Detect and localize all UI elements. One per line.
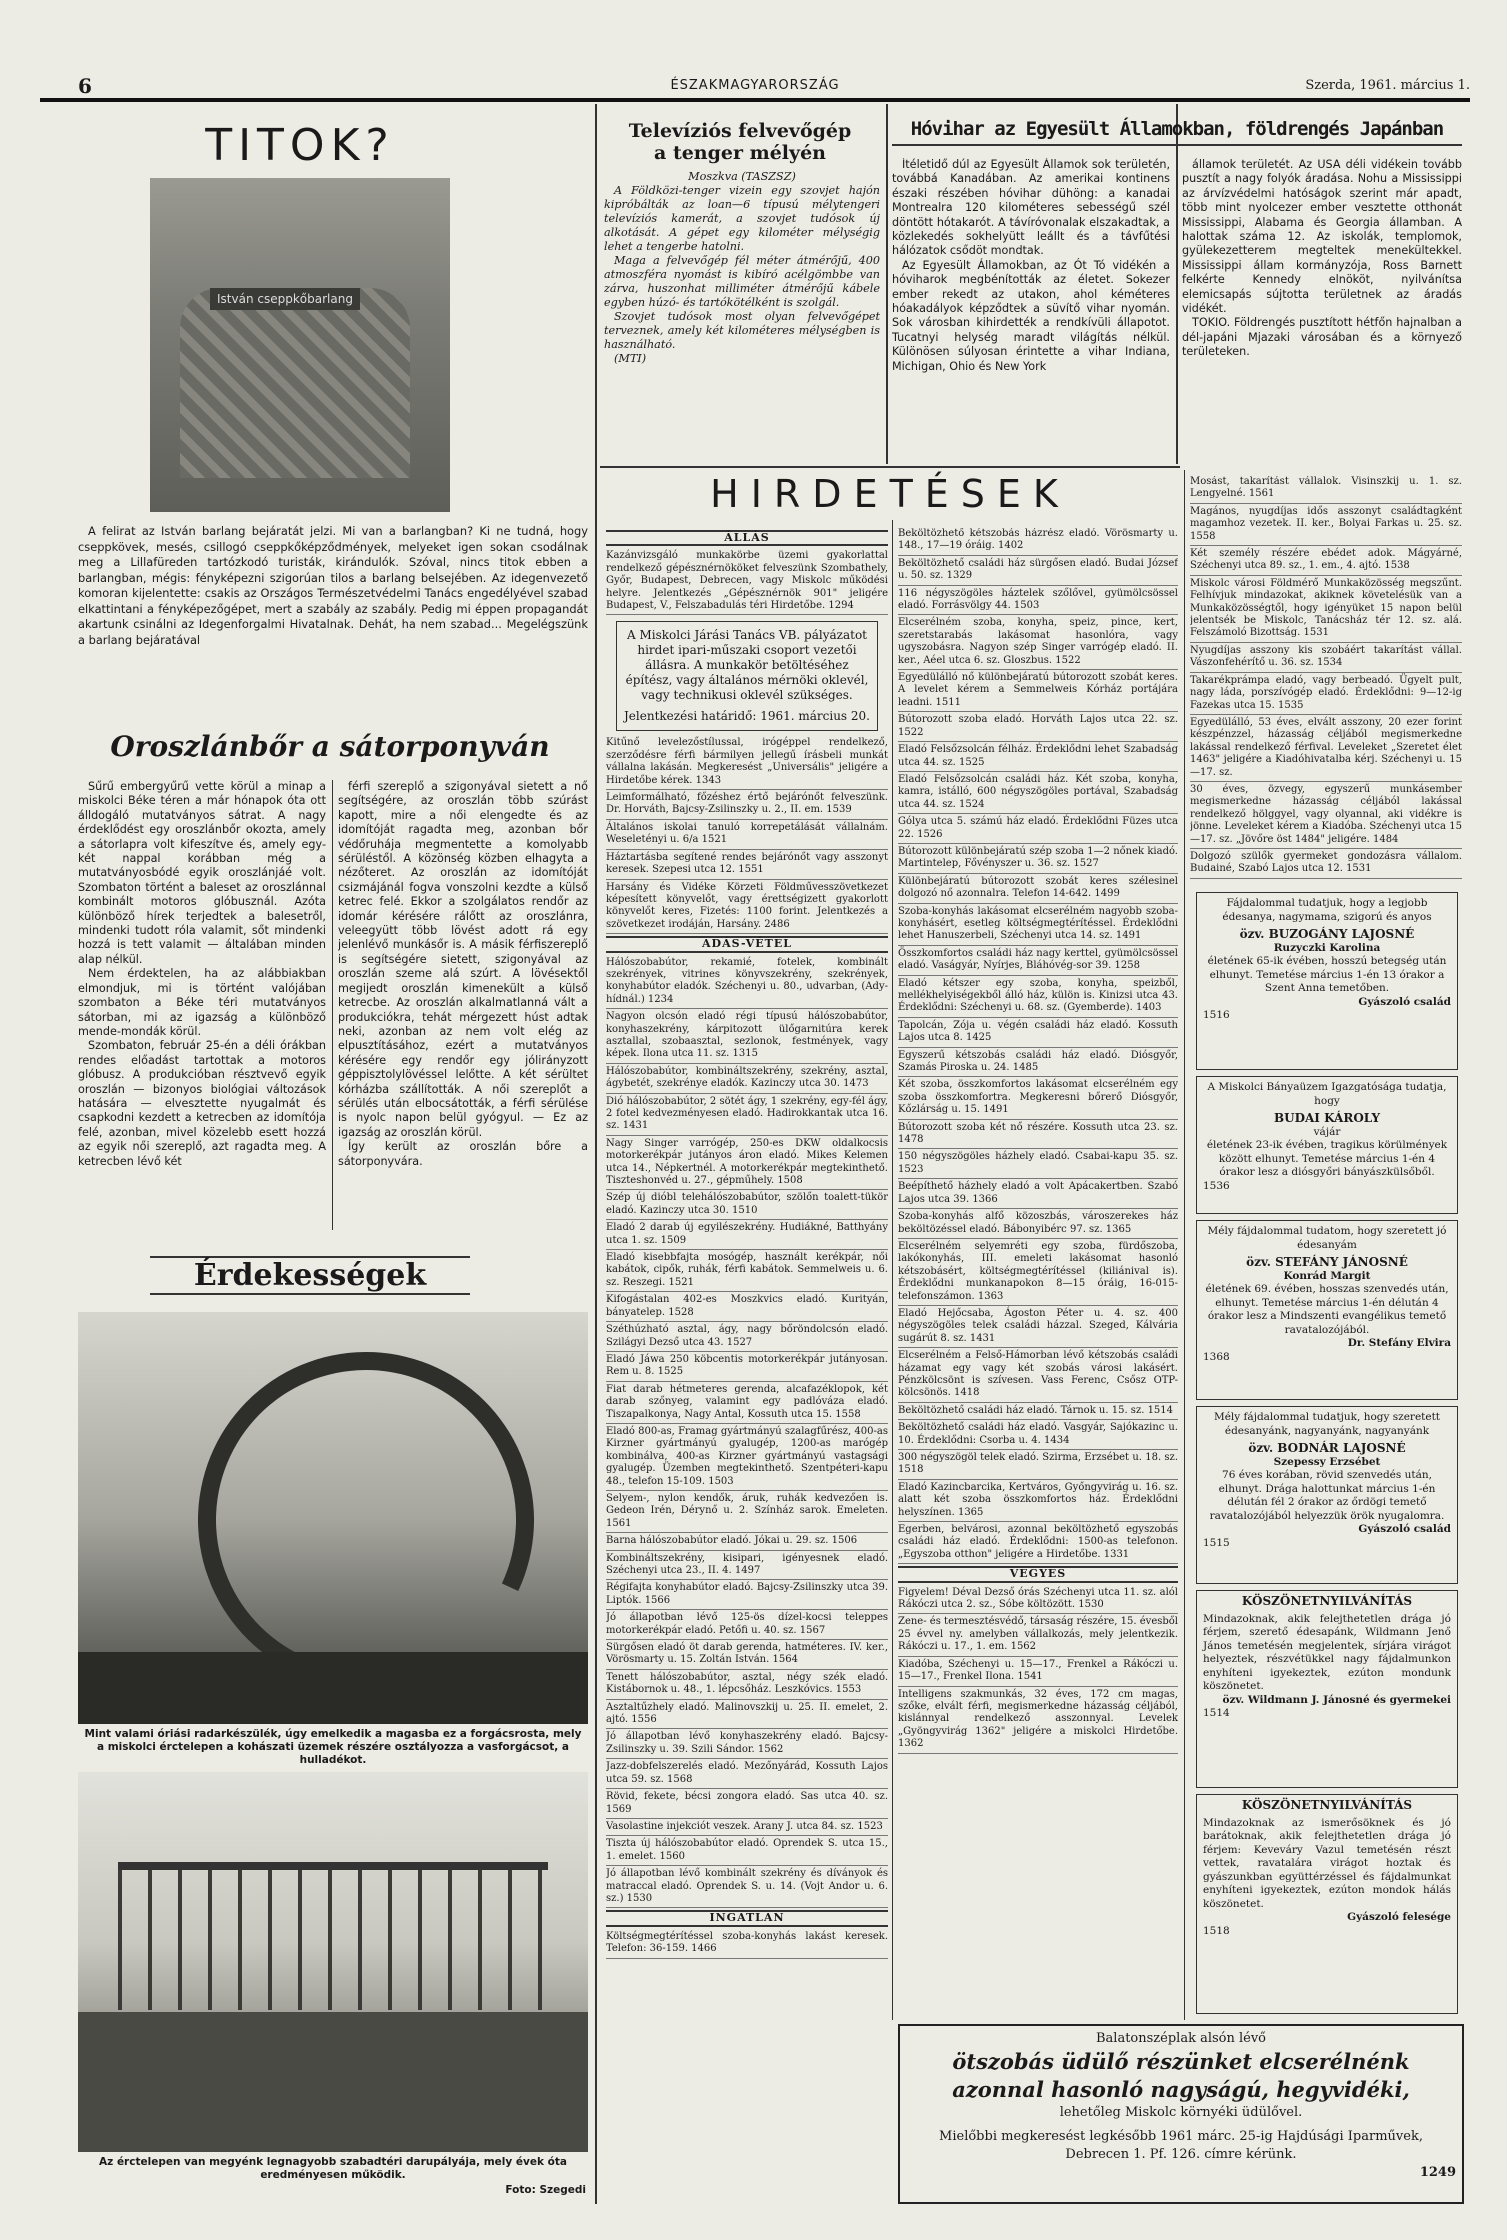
- gyasz-box-4: [1196, 1406, 1458, 1584]
- tv-title-line2: a tenger mélyén: [654, 142, 826, 164]
- ad-item: Háztartásba segítené rendes bejárónőt vagy asszonyt keresek. Szepesi utca 12. 1551: [606, 852, 888, 880]
- koszonet-sign: özv. Wildmann J. Jánosné és gyermekei: [1222, 1693, 1451, 1706]
- hirdetesek-title: HIRDETÉSEK: [710, 472, 1070, 516]
- ingatlan-list: [898, 528, 1178, 1564]
- ad-item: Gólya utca 5. számú ház eladó. Érdeklődni Füzes utca 22. 1526: [898, 816, 1178, 844]
- column-rule: [886, 104, 888, 464]
- gyasz-text: életének 69. évében, hosszas szenvedés után, elhunyt. Temetése március 1-én délután 4 órakor lesz a Mindszenti evangélikus temető ravatalozójából.: [1205, 1283, 1449, 1336]
- ad-item: Beköltözhető családi ház eladó. Tárnok u. 15. sz. 1514: [898, 1405, 1178, 1420]
- deceased-name: özv. BUZOGÁNY LAJOSNÉ: [1239, 927, 1415, 941]
- page-header: [40, 74, 1470, 102]
- ad-item: Beköltözhető családi ház sürgősen eladó. Budai József u. 50. sz. 1329: [898, 558, 1178, 586]
- titok-body: [78, 524, 588, 684]
- ad-item: Jó állapotban lévő kombinált szekrény és díványok és matraccal eladó. Oprendek S. u. 14. (Vojt Andor u. 6. sz.) 1530: [606, 1868, 888, 1908]
- koszonet-box-1: [1196, 1590, 1458, 1788]
- ad-id: 1515: [1203, 1536, 1230, 1549]
- koszonet-sign: Gyászoló felesége: [1347, 1911, 1451, 1923]
- ad-item: Két személy részére ebédet adok. Mágyárné, Széchenyi utca 89. sz., 1. em., 4. ajtó. 1538: [1190, 548, 1462, 576]
- gyasz-box-2: [1196, 1076, 1458, 1214]
- tv-body: [604, 170, 880, 460]
- ad-item: Eladó 2 darab új egyilészekrény. Hudiákné, Batthyány utca 1. sz. 1509: [606, 1222, 888, 1250]
- ad-item: Elcserélném szoba, konyha, speiz, pince, kert, szeretstarabás lakásomat hasonlóra, vagy ugyszobásra. Nagyon szép Singer varrógép eladó. II. ker., Aéel utca 6. sz. Gloszbus. 1522: [898, 617, 1178, 670]
- gyasz-text: életének 23-ik évében, tragikus körülmények között elhunyt. Temetése március 1-én 4 órakor lesz a diósgyőri bányászkülsőből.: [1206, 1139, 1448, 1178]
- balaton-headline: ötszobás üdülő részünket elcserélnénk: [952, 2049, 1410, 2074]
- ad-item: Beköltözhető kétszobás házrész eladó. Vörösmarty u. 148., 17—19 óráig. 1402: [898, 528, 1178, 556]
- ad-item: Egyedülálló nő különbejáratú bútorozott szobát keres. A levelet kérem a Semmelweis Kórház portájára leadni. 1511: [898, 672, 1178, 712]
- issue-date: Szerda, 1961. március 1.: [1305, 78, 1470, 93]
- ad-item: Sürgősen eladó öt darab gerenda, hatméteres. IV. ker., Vörösmarty u. 15. Zoltán István. 1564: [606, 1642, 888, 1670]
- oroszlan-col1: [78, 780, 326, 1240]
- vihar-par: Ítéletidő dúl az Egyesült Államok sok területén, továbbá Kanadában. Az amerikai kontinens északi részében hóvihar dühöng: a kanadai Montrealra 120 kilométeres sebességű szél döntött hótakarót. A távíróvonalak elszakadtak, a közlekedés sokhelyütt leállt és a távfűtési hálózatok csődöt mondtak.: [892, 158, 1170, 258]
- ad-item: 150 négyszögöles házhely eladó. Csabai-kapu 35. sz. 1523: [898, 1151, 1178, 1179]
- photo-caption-2: Az érctelepen van megyénk legnagyobb szabadtéri darupályája, mely évek óta eredményesen működik.: [99, 2156, 567, 2181]
- ad-item: Leimformálható, főzéshez értő bejárónőt felveszünk. Dr. Horváth, Bajcsy-Zsilinszky u. 2., II. em. 1539: [606, 792, 888, 820]
- ad-item: Takarékprámpa eladó, vagy berbeadó. Ügyelt pult, nagy láda, porszívógép eladó. Érdeklődni: 9—12-ig Fazekas utca 15. 1535: [1190, 675, 1462, 715]
- deceased-name: BUDAI KÁROLY: [1273, 1111, 1381, 1125]
- ad-item: Kombináltszekrény, kisipari, igényesnek eladó. Széchenyi utca 23., II. 4. 1497: [606, 1553, 888, 1581]
- deceased-maiden-name: Ruzyczki Karolina: [1273, 941, 1381, 954]
- deceased-name: özv. STEFÁNY JÁNOSNÉ: [1246, 1255, 1408, 1269]
- ad-id: 1536: [1203, 1179, 1230, 1192]
- ad-item: Dolgozó szülők gyermeket gondozásra vállalom. Budainé, Szabó Lajos utca 12. 1531: [1190, 851, 1462, 879]
- koszonet-text: Mindazoknak az ismerősöknek és jó barátoknak, akik felejthetetlen drága jó férjem: Keveváry Vazul temetésén részt vettek, ravatalára virágot hoztak és gyászunkban együttérzéssel és fájdalmunkat enyhíteni igyekeztek, ezúton mondok hálás köszönetet.: [1203, 1816, 1451, 1910]
- column-rule: [332, 780, 333, 1230]
- section-adas-vetel: ADÁS-VÉTEL: [606, 936, 888, 952]
- ad-item: Eladó Jáwa 250 köbcentis motorkerékpár jutányosan. Rem u. 8. 1525: [606, 1354, 888, 1382]
- ad-item: Jó állapotban lévő 125-ös dízel-kocsi teleppes motorkerékpár eladó. Petőfi u. 40. sz. 1567: [606, 1612, 888, 1640]
- ad-item: Jó állapotban lévő konyhaszekrény eladó. Bajcsy-Zsilinszky u. 39. Szili Sándor. 1562: [606, 1731, 888, 1759]
- ad-id: 1368: [1203, 1350, 1230, 1363]
- section-allas: ÁLLÁS: [606, 530, 888, 546]
- ad-item: Intelligens szakmunkás, 32 éves, 172 cm magas, szőke, elvált férfi, megismerkedne házasság céljából, kislánnyal rendelkező asszonnyal. Levelek „Gyöngyvirág 1362" jeligére a miskolci Hirdetőbe. 1362: [898, 1689, 1178, 1754]
- ads-col3: [1190, 476, 1462, 886]
- tv-lead: A Földközi-tenger vizein egy szovjet hajón kipróbálták az loan—6 típusú mélytengeri televíziós kamerát, a szovjet tudósok új alkotását. A gépet egy kilométer mélységig lehet a tengerbe hatolni.: [604, 184, 880, 253]
- ad-item: Fiat darab hétmeteres gerenda, alcafazéklopok, két darab szőnyeg, valamint egy padlóváza eladó. Tiszapalkonya, Nagy Antal, Kossuth utca 15. 1558: [606, 1384, 888, 1424]
- ad-id: 1516: [1203, 1009, 1230, 1021]
- column-rule: [892, 520, 893, 2020]
- gyasz-sign: Dr. Stefány Elvira: [1347, 1337, 1451, 1349]
- ad-item: Különbejáratú bútorozott szobát keres szélesinel dolgozó nő azonnalra. Telefon 14-642. 1499: [898, 876, 1178, 904]
- oroszlan-par: Sűrű embergyűrű vette körül a minap a miskolci Béke téren a már hónapok óta ott álldogáló mutatványos sátrat. A nagy érdeklődést egy oroszlánbőr okozta, amely a sátorlapra volt kifeszítve és, amely egy-két nappal korábban még a mutatványosbódé egyik oroszlánjáé volt. Szombaton történt a baleset az oroszlánnal kombinált motoros glóbusznál. Azóta különböző hírek terjedtek a balesetről, mindenki tudott róla valamit, sőt mindenki hozzá is tett valamit — általában minden alap nélkül.: [78, 780, 326, 966]
- tv-par: Szovjet tudósok most olyan felvevőgépet terveznek, amely két kilométeres mélységben is használható.: [604, 310, 880, 351]
- koszonet-title: KÖSZÖNETNYILVÁNÍTÁS: [1241, 1798, 1413, 1812]
- ad-item: Asztaltűzhely eladó. Malinovszkij u. 25. II. emelet, 2. ajtó. 1556: [606, 1702, 888, 1730]
- balaton-headline: azonnal hasonló nagyságú, hegyvidéki,: [952, 2077, 1410, 2102]
- vegyes-list: [898, 1587, 1178, 1754]
- ad-item: Rövid, fekete, bécsi zongora eladó. Sas utca 40. sz. 1569: [606, 1791, 888, 1819]
- koszonet-box-2: [1196, 1794, 1458, 2014]
- ad-item: Hálószobabútor, kombináltszekrény, szekrény, asztal, ágybetét, szekrénye eladók. Kazinczy utca 30. 1473: [606, 1066, 888, 1094]
- balaton-line: Mielőbbi megkeresést legkésőbb 1961 márc. 25-ig Hajdúsági Iparművek, Debrecen 1. Pf. 126. címre kérünk.: [939, 2129, 1423, 2162]
- gyasz-text: Fájdalommal tudatjuk, hogy a legjobb édesanya, nagymama, szigorú és anyos: [1222, 897, 1432, 923]
- ground: [78, 1652, 588, 1724]
- ad-item: Eladó Felsőzsolcán félház. Érdeklődni lehet Szabadság utca 44. sz. 1525: [898, 744, 1178, 772]
- vihar-col1: [892, 158, 1170, 458]
- oroszlan-title: Oroszlánbőr a sátorponyván: [110, 730, 550, 763]
- newspaper-name: ÉSZAKMAGYARORSZÁG: [670, 78, 840, 93]
- ads-col1: [606, 528, 888, 2208]
- ad-item: Szoba-konyhás lakásomat elcserélném nagyobb szoba-konyhásért, esetleg költségmegtérítéssel. Érdeklődni lehet Hanuszerbeli, Széchenyi utca 14. sz. 1491: [898, 906, 1178, 946]
- ad-item: Régifajta konyhabútor eladó. Bajcsy-Zsilinszky utca 39. Liptók. 1566: [606, 1582, 888, 1610]
- column-rule: [595, 104, 597, 2204]
- ad-item: Nyugdíjas asszony kis szobáért takarítást vállal. Vászonfehérítő u. 36. sz. 1534: [1190, 645, 1462, 673]
- ad-item: 300 négyszögöl telek eladó. Szirma, Erzsébet u. 18. sz. 1518: [898, 1452, 1178, 1480]
- ad-item: Beköltözhető családi ház eladó. Vasgyár, Sajókazinc u. 10. Érdeklődni: Csorba u. 4. 1434: [898, 1422, 1178, 1450]
- ground: [78, 2012, 588, 2152]
- forgacsrosta-photo: [78, 1312, 588, 1724]
- ad-item: Elcserélném a Felső-Hámorban lévő kétszobás családi házamat egy vagy két szobás városi lakásért. Pénzkölcsönt is szívesen. Vass Ferenc, Csősz OTP-kölcsönös. 1418: [898, 1350, 1178, 1403]
- stone-wall: [180, 288, 410, 478]
- photo-caption-1: Mint valami óriási radarkészülék, úgy emelkedik a magasba ez a forgácsrosta, mely a miskolci érctelepen a kohászati üzemek részére osztályozza a vasforgácsot, a hulladékot.: [84, 1728, 582, 1766]
- ad-item: Nagy Singer varrógép, 250-es DKW oldalkocsis motorkerékpár jutányos áron eladó. Mikes Kelemen utca 14., Népkertnél. A motorkerékpár megtekinthető. Tiszteshonvéd u. 27., gépműhely. 1508: [606, 1138, 888, 1191]
- ad-id: 1514: [1203, 1707, 1230, 1719]
- page-number: 6: [78, 74, 92, 98]
- ad-item: Kiadóba, Széchenyi u. 15—17., Frenkel a Rákóczi u. 15—17., Frenkel Ilona. 1541: [898, 1659, 1178, 1687]
- gyasz-text: életének 65-ik évében, hosszú betegség után elhunyt. Temetése március 1-én 13 órakor a Szent Anna temetőben.: [1207, 955, 1447, 994]
- ads-top-rule: [600, 466, 1180, 468]
- ad-item: Egerben, belvárosi, azonnal beköltözhető egyszobás családi ház eladó. Érdeklődni: 1500-as telefonon. „Egyszoba otthon" jeligére a Hirdetőbe. 1331: [898, 1524, 1178, 1564]
- photo-credit: Foto: Szegedi: [505, 2184, 586, 2196]
- ad-item: Vasolastine injekciót veszek. Arany J. utca 84. sz. 1523: [606, 1821, 888, 1836]
- ad-item: Kazánvizsgáló munkakörbe üzemi gyakorlattal rendelkező gépésznérnököket felveszünk Szombathely, Győr, Budapest, Debrecen, vagy Miskolc működési helyre. Jelentkezés „Gépésznérnök 901" jeligére Budapest, V., Felszabadulás téri Hirdetőbe. 1294: [606, 550, 888, 615]
- ad-item: 116 négyszögöles háztelek szőlővel, gyümölcsössel eladó. Forrásvölgy 44. 1503: [898, 588, 1178, 616]
- ad-item: Széthúzható asztal, ágy, nagy bőröndolcsón eladó. Szilágyi Dezső utca 43. 1527: [606, 1324, 888, 1352]
- gyasz-text: A Miskolci Bányaüzem Igazgatósága tudatja, hogy: [1207, 1081, 1447, 1107]
- ad-id: 1249: [1419, 2165, 1456, 2180]
- ad-item: Két szoba, összkomfortos lakásomat elcserélném egy szoba összkomfortra. Megkeresni bőrerő Diósgyőr, Kőzlárság u. 15. 1491: [898, 1079, 1178, 1119]
- ad-item: Jazz-dobfelszerelés eladó. Mezőnyárád, Kossuth Lajos utca 59. sz. 1568: [606, 1761, 888, 1789]
- ad-item: Egyszerű kétszobás családi ház eladó. Diósgyőr, Szamás Piroska u. 24. 1485: [898, 1050, 1178, 1078]
- ad-item: Tiszta új hálószobabútor eladó. Oprendek S. utca 15., 1. emelet. 1560: [606, 1838, 888, 1866]
- balaton-ad: [898, 2024, 1464, 2204]
- balaton-line: Balatonszéplak alsón lévő: [1095, 2031, 1267, 2046]
- ad-item: Bútorozott szoba két nő részére. Kossuth utca 23. sz. 1478: [898, 1122, 1178, 1150]
- ad-item: Barna hálószobabútor eladó. Jókai u. 29. sz. 1506: [606, 1535, 888, 1550]
- ad-item: Eladó Hejőcsaba, Ágoston Péter u. 4. sz. 400 négyszögöles telek családi házzal. Szeged, Kálvária sugárút 8. sz. 1431: [898, 1308, 1178, 1348]
- ad-item: Zene- és termesztésvédő, társaság részére, 15. évesből 25 évvel ny. amelyben vállalkozás, mely jelentkezik. Rákóczi u. 17., 1. em. 1562: [898, 1616, 1178, 1656]
- ad-item: Tapolcán, Zója u. végén családi ház eladó. Kossuth Lajos utca 8. 1425: [898, 1020, 1178, 1048]
- ad-item: Bútorozott szoba eladó. Horváth Lajos utca 22. sz. 1522: [898, 714, 1178, 742]
- tv-title-line1: Televíziós felvevőgép: [628, 120, 852, 142]
- deceased-role: vájár: [1313, 1125, 1341, 1138]
- ad-item: Dió hálószobabútor, 2 sötét ágy, 1 szekrény, egy-fél ágy, 2 fotel kedvezményesen eladó. Hadirokkantak utca 16. sz. 1431: [606, 1096, 888, 1136]
- ad-item: Eladó Kazincbarcika, Kertváros, Győngyvirág u. 16. sz. alatt két szoba összkomfortos ház. Érdeklődni helyszínen. 1365: [898, 1482, 1178, 1522]
- ad-item: Tenett hálószobabútor, asztal, négy szék eladó. Kistábornok u. 48., 1. lépcsőház. Leszkóvics. 1553: [606, 1672, 888, 1700]
- deceased-name: özv. BODNÁR LAJOSNÉ: [1248, 1441, 1406, 1455]
- balaton-line: lehetőleg Miskolc környéki üdülővel.: [1059, 2105, 1303, 2120]
- tanacs-text: A Miskolci Járási Tanács VB. pályázatot hirdet ipari-műszaki csoport vezetői állásra. A munkakör betöltéséhez építész, vagy általános mérnöki oklevél, vagy technikusi oklevél szükséges.: [625, 628, 869, 703]
- gyasz-box-3: [1196, 1220, 1458, 1400]
- tv-par: Maga a felvevőgép fél méter átmérőjű, 400 atmoszféra nyomást is kibíró acélgömbbe van zárva, huszonhat milliméter átmérőjű kábele egyben húzó- és tartókötélként is szolgál.: [604, 254, 880, 309]
- ad-item: Bútorozott különbejáratú szép szoba 1—2 nőnek kiadó. Martintelep, Fővényszer u. 36. sz. 1527: [898, 846, 1178, 874]
- gyasz-sign: Gyászoló család: [1358, 995, 1451, 1008]
- oroszlan-par: Nem érdektelen, ha az alábbiakban elmondjuk, mi is történt valójában szombaton a Béke téri mutatványos sátorban, mi az igazság a különböző mende-mondák körül.: [78, 967, 326, 1038]
- tanacs-deadline: Jelentkezési határidő: 1961. március 20.: [624, 709, 870, 724]
- darupalya-photo: [78, 1772, 588, 2152]
- ad-item: Beépíthető házhely eladó a volt Apácakertben. Szabó Lajos utca 39. 1366: [898, 1181, 1178, 1209]
- ad-item: Eladó kétszer egy szoba, konyha, speizből, mellékhelyiségekből álló ház, külön is. Kinizsi utca 43. Érdeklődni: Széchenyi u. 68. sz. (Gyemberde). 1403: [898, 978, 1178, 1018]
- section-vegyes: VEGYES: [898, 1566, 1178, 1582]
- ad-item: Harsány és Vidéke Körzeti Földművesszövetkezet képesített könyvelőt, vagy érettségizett gyakorlott könyvelőt keres, Fizetés: 1100 forint. Jelentkezés a szövetkezet irodáján, Harsány. 2486: [606, 882, 888, 935]
- gyasz-text: Mély fájdalommal tudatjuk, hogy szeretett édesanyánk, nagyanyánk, nagyanyánk: [1213, 1411, 1441, 1437]
- ad-item: Eladó kisebbfajta mosógép, használt kerékpár, női kabátok, cipők, ruhák, férfi kabátok. Semmelweis u. 6. sz. Reszegi. 1521: [606, 1252, 888, 1292]
- ad-item: Magános, nyugdíjas idős asszonyt családtagként magamhoz vezetek. II. ker., Bolyai Farkas u. 25. sz. 1558: [1190, 506, 1462, 546]
- ad-item: 30 éves, özvegy, egyszerű munkásember megismerkedne házasság céljából lakással rendelkező hölggyel, vagy olyannal, aki vidékre is jönne. Leveleket kérem a Kiadóba. Széchenyi utca 15—17. sz. „Jövőre öst 1484" jeligére. 1484: [1190, 784, 1462, 849]
- vihar-par: Az Egyesült Államokban, az Ót Tó vidékén a hóviharok megbénították az életet. Sokezer ember rekedt az utakon, ahol kéméteres hóakadályok képződtek a süvítő vihar nyomán. Sok városban kihirdették a rendkívüli állapotot. Tucatnyi helység maradt világítás nélkül. Különösen súlyosan érintette a vihar Indiana, Michigan, Ohio és New York: [892, 258, 1170, 373]
- ad-item: Eladó 800-as, Framag gyártmányú szalagfűrész, 400-as Kirzner gyártmányú gyalugép, 1200-as marógép kombinálva, 400-as Kirzner gyártmányú vastagsági gyalugép. Üzemben megtekinthető. Szentpéteri-kapu 48., telefon 15-109. 1503: [606, 1426, 888, 1491]
- oroszlan-par: Így került az oroszlán bőre a sátorponyvára.: [338, 1140, 588, 1168]
- titok-title: TITOK?: [205, 120, 395, 171]
- ad-id: 1518: [1203, 1924, 1230, 1937]
- koszonet-title: KÖSZÖNETNYILVÁNÍTÁS: [1241, 1594, 1413, 1608]
- ad-item: Egyedülálló, 53 éves, elvált asszony, 20 ezer forint készpénzzel, házasság céljából megismerkedne lakással rendelkező férfival. Leveleket „Szeretet élet 1463" jeligére a Kiadóhivatalba kérj. Széchenyi u. 15—17. sz.: [1190, 717, 1462, 782]
- cave-sign: István cseppkőbarlang: [210, 288, 360, 310]
- tv-source: (MTI): [614, 352, 647, 365]
- deceased-maiden-name: Konrád Margit: [1283, 1269, 1371, 1282]
- ad-item: Figyelem! Déval Dezső órás Széchenyi utca 11. sz. alól Rákóczi utca 2. sz., Sóbe költözött. 1530: [898, 1587, 1178, 1615]
- ad-item: Eladó Felsőzsolcán családi ház. Két szoba, konyha, kamra, istálló, 600 négyszögöles portával, Szabadság utca 44. sz. 1524: [898, 774, 1178, 814]
- ad-item: Általános iskolai tanuló korrepetálását vállalnám. Weseletényi u. 6/a 1521: [606, 822, 888, 850]
- vihar-par: államok területét. Az USA déli vidékein tovább pusztít a nagy folyók áradása. Nohu a Mississippi az árvízvédelmi hatóságok szerint már apadt, több mint nyolcezer ember vesztette otthonát Mississippi, Alabama és Georgia államban. A halottak száma 12. Az iskolák, templomok, gyülekezetterem megteltek menekültekkel. Mississippi állam kormányzója, Ross Barnett felkérte Kennedy elnököt, nyilvánítsa elemicsapás sújtotta területnek az áradás vidékét.: [1182, 158, 1462, 316]
- oroszlan-par: férfi szereplő a szigonyával sietett a nő segítségére, az oroszlán több szúrást kapott, mire a női elengedte és az idomítóját ragadta meg, azonban bőr védőruhája megmentette a komolyabb sérüléstől. A közönség közben elhagyta a nézőteret. Az oroszlán az idomítóját csizmájánál fogva vonszolni kezdte a külső ketrec felé. Ekkor a szolgálatos rendőr az idomár kérésére rálőtt az oroszlánra, veleegyütt több lövést adott rá egy jelenlévő munkásőr is. A másik férfiszereplő is segítségére sietett, szigonyával az oroszlán szeme alá szúrt. A lövésektől megijedt oroszlán kimenekült a külső ketrecbe. Az oroszlán alkalmatlanná vált a produkciókra, tehát mérgezett húst adtak neki, azonban az nem volt elég az elpusztításához, ezért a mutatványos kérésére egy rendőr egy jólirányzott géppisztolylövéssel lelőtte. A két sérültet kórházba szállították. A női szereplőt a sérülés után elbocsátották, a férfi sérülése is nyolc napon belül gyógyul. — Ez az igazság az oroszlán körül.: [338, 780, 588, 1139]
- vihar-title: Hóvihar az Egyesült Államokban, földrengés Japánban: [892, 118, 1462, 146]
- column-rule: [1184, 470, 1185, 2020]
- ad-item: Költségmegtérítéssel szoba-konyhás lakást keresek. Telefon: 36-159. 1466: [606, 1931, 888, 1959]
- vihar-par: TOKIO. Földrengés pusztított hétfőn hajnalban a dél-japáni Mjazaki városában és a környező területeken.: [1182, 316, 1462, 359]
- ad-item: Kitűnő levelezőstílussal, irógéppel rendelkező, szerződésre férfi bármilyen jellegű írásbeli munkát vállalna lakásán. Megkeresést „Universális" jeligére a Hirdetőbe kérek. 1343: [606, 737, 888, 790]
- ad-item: Szép új dióbl telehálószobabútor, szölőn toalett-tükör eladó. Kazinczy utca 30. 1510: [606, 1192, 888, 1220]
- ad-item: Miskolc városi Földmérő Munkaközösség megszűnt. Felhívjuk mindazokat, akiknek követelésük van a Munkaközösségtől, hogy igényüket 15 napon belül jelentsék be Miskolc, Tanácsház tér 12. sz. alá. Felszámoló Bizottság. 1531: [1190, 578, 1462, 643]
- ad-item: Nagyon olcsón eladó régi típusú hálószobabútor, konyhaszekrény, kárpitozott ülőgarnitúra kerek asztallal, szobaasztal, sezlonok, festmények, vagy képek. Ilona utca 11. sz. 1315: [606, 1011, 888, 1064]
- section-ingatlan: INGATLAN: [606, 1910, 888, 1926]
- tv-title: [600, 120, 880, 164]
- erdekessegek-title: Érdekességek: [150, 1256, 470, 1295]
- ad-item: Elcserélném selyemréti egy szoba, fürdőszoba, lakókonyhás, III. emeleti lakásomat hasonló kétszobásért, költségmegtérítéssel (kiliánival is). Érdeklődni munkanapokon 8—15 óráig, 16-015-telefonszámon. 1363: [898, 1241, 1178, 1306]
- vihar-col2: [1182, 158, 1462, 458]
- ads-col2: [898, 528, 1178, 2028]
- ad-item: Kifogástalan 402-es Moszkvics eladó. Kurityán, bányatelep. 1528: [606, 1294, 888, 1322]
- crane-track: [118, 1862, 548, 2010]
- ad-item: Szoba-konyhás alfő közoszbás, városzerekes ház beköltözéssel eladó. Bábonyibérc 97. sz. 1365: [898, 1211, 1178, 1239]
- ad-item: Hálószobabútor, rekamié, fotelek, kombinált szekrények, vitrines könyvszekrény, szekrények, konyhabútor eladók. Széchenyi u. 80., udvarban, (Ady-hídnál.) 1234: [606, 957, 888, 1010]
- gyasz-box-1: [1196, 892, 1458, 1070]
- tanacs-box: [616, 621, 878, 731]
- ad-item: Mosást, takarítást vállalok. Visinszkij u. 1. sz. Lengyelné. 1561: [1190, 476, 1462, 504]
- apro-list: [1190, 476, 1462, 879]
- ad-item: Selyem-, nylon kendők, áruk, ruhák kedvezően is. Gedeon Irén, Dérynő u. 2. Színház sarok. Emeleten. 1561: [606, 1493, 888, 1533]
- tv-dateline: Moszkva (TASZSZ): [688, 170, 796, 183]
- adas-vetel-list: [606, 957, 888, 1909]
- gyasz-sign: Gyászoló család: [1358, 1523, 1451, 1535]
- cave-entrance-photo: [150, 178, 450, 512]
- koszonet-text: Mindazoknak, akik felejthetetlen drága jó férjem, szerető édesapánk, Wildmann Jenő János temetésén megjelentek, sírjára virágot helyeztek, részvétükkel nagy fájdalmunkon enyhíteni igyekeztek, ezúton mondunk köszönetet.: [1203, 1612, 1451, 1692]
- gyasz-text: 76 éves korában, rövid szenvedés után, elhunyt. Drága halottunkat március 1-én délután fél 2 órakor az őrdögi temető ravatalozójából helyezzük örök nyugalomra.: [1209, 1469, 1445, 1522]
- gyasz-text: Mély fájdalommal tudatom, hogy szeretett jó édesanyám: [1207, 1225, 1447, 1251]
- oroszlan-par: Szombaton, február 25-én a déli órákban rendes előadást tartottak a motoros glóbusz. A produkcióban résztvevő egyik oroszlán — bizonyos biológiai változások hatására — elvesztette nyugalmát és csapkodni kezdett a ketrecben az idomítója felé, azonban, mivel közelebb esett hozzá az egyik női szereplő, azt ragadta meg. A ketrecben lévő két: [78, 1039, 326, 1168]
- titok-text: A felirat az István barlang bejáratát jelzi. Mi van a barlangban? Ki ne tudná, hogy cseppkövek, mesés, csillogó cseppkőképződmények, melyeket igen sokan csodálnak meg a Lillafüreden tartózkodó turisták, kirándulók. Szóval, nincs titok ebben a barlangban, mégis: fényképezni szigorúan tilos a barlang belsejében. Az idegenvezető komoran kijelentette: csakis az Országos Természetvédelmi Tanács engedélyével szabad elkattintani a fényképezőgépet, mert a szabály az szabály. Pedig mi éppen propagandát akartunk csinálni az Idegenforgalmi Hivatalnak. Dehát, ha nem szabad... Megelégszünk a barlang bejáratával: [78, 524, 588, 647]
- oroszlan-col2: [338, 780, 588, 1240]
- column-rule: [1176, 104, 1178, 464]
- deceased-maiden-name: Szepessy Erzsébet: [1273, 1455, 1381, 1468]
- ad-item: Összkomfortos családi ház nagy kerttel, gyümölcsössel eladó. Vaságyár, Nyírjes, Bláhóvég-sor 39. 1258: [898, 948, 1178, 976]
